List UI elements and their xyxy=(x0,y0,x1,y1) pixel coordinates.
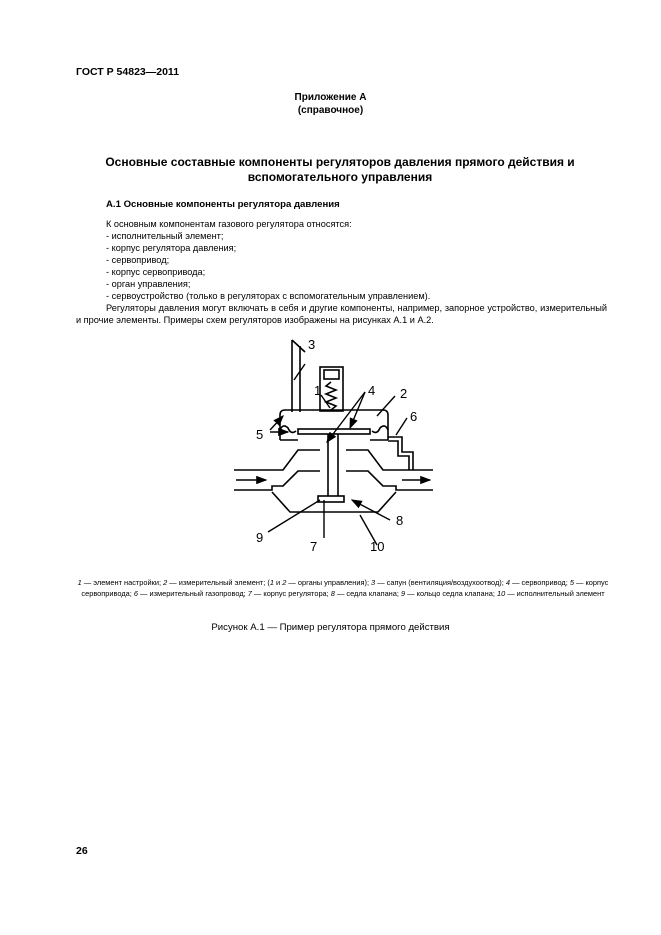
body-paragraph: Регуляторы давления могут включать в себя и другие компоненты, например, запорное устройство, измерительный и прочие элементы. Примеры схем регуляторов изображены на рисунках А.1 и А.2. xyxy=(76,303,607,325)
callout: 2 xyxy=(400,386,408,401)
main-title-line-2: вспомогательного управления xyxy=(247,170,433,184)
callout: 4 xyxy=(368,383,376,398)
legend-text: — корпус сервопривода; xyxy=(81,578,609,598)
legend-num: 10 xyxy=(496,589,506,598)
section-heading: А.1 Основные компоненты регулятора давления xyxy=(106,199,340,210)
list-item: - корпус сервопривода; xyxy=(106,267,206,277)
legend-text: — органы управления); xyxy=(286,578,372,587)
stem-10 xyxy=(318,434,344,502)
legend-num: 7 xyxy=(247,589,252,598)
list-item: - сервоустройство (только в регуляторах с вспомогательным управлением). xyxy=(106,291,431,301)
legend-num: 5 xyxy=(569,578,574,587)
list-item: - орган управления; xyxy=(106,279,191,289)
legend-num: 1 xyxy=(77,578,82,587)
legend-num: 8 xyxy=(330,589,335,598)
legend-text: — сервопривод; xyxy=(510,578,570,587)
adjusting-element-1 xyxy=(320,367,343,411)
legend-text: — элемент настройки; xyxy=(81,578,164,587)
callout: 6 xyxy=(410,409,418,424)
page-number: 26 xyxy=(76,845,88,857)
legend-num: 6 xyxy=(133,589,138,598)
legend-num: 4 xyxy=(505,578,511,587)
legend-text: — сапун (вентиляция/воздухоотвод); xyxy=(375,578,506,587)
callout: 1 xyxy=(314,383,322,398)
legend-text: и xyxy=(273,578,283,587)
legend-text: — седла клапана; xyxy=(334,589,401,598)
list-item: - исполнительный элемент; xyxy=(106,231,224,241)
legend-num: 3 xyxy=(371,578,376,587)
legend-text: — исполнительный элемент xyxy=(505,589,605,598)
servo-housing-5 xyxy=(280,410,388,440)
legend-num: 1 xyxy=(269,578,274,587)
list-item: - сервопривод; xyxy=(106,255,170,265)
legend-num: 2 xyxy=(282,578,287,587)
legend-num: 9 xyxy=(401,589,406,598)
annex-title: Приложение А xyxy=(294,92,367,103)
callout: 5 xyxy=(256,427,264,442)
figure-legend xyxy=(76,577,610,599)
callout: 8 xyxy=(396,513,404,528)
intro-text: К основным компонентам газового регулятора относятся: xyxy=(106,219,352,229)
measuring-pipe-6 xyxy=(388,437,413,470)
legend-text: — кольцо седла клапана; xyxy=(405,589,497,598)
callout: 3 xyxy=(308,337,316,352)
annex-kind: (справочное) xyxy=(297,105,364,116)
figure-caption: Рисунок А.1 — Пример регулятора прямого действия xyxy=(211,622,450,633)
component-list xyxy=(106,230,430,302)
list-item: - корпус регулятора давления; xyxy=(106,243,237,253)
callout: 10 xyxy=(370,539,385,554)
legend-text: — измерительный элемент; ( xyxy=(167,578,270,587)
document-header: ГОСТ Р 54823—2011 xyxy=(76,66,180,78)
main-title-line-1: Основные составные компоненты регуляторов давления прямого действия и xyxy=(105,155,575,169)
main-title xyxy=(60,155,620,185)
callout: 7 xyxy=(310,539,318,554)
regulator-diagram xyxy=(220,330,450,560)
breather-vent-3 xyxy=(292,340,305,412)
legend-text: — измерительный газопровод; xyxy=(137,589,248,598)
callout: 9 xyxy=(256,530,264,545)
legend-text: — корпус регулятора; xyxy=(251,589,331,598)
legend-num: 2 xyxy=(163,578,168,587)
